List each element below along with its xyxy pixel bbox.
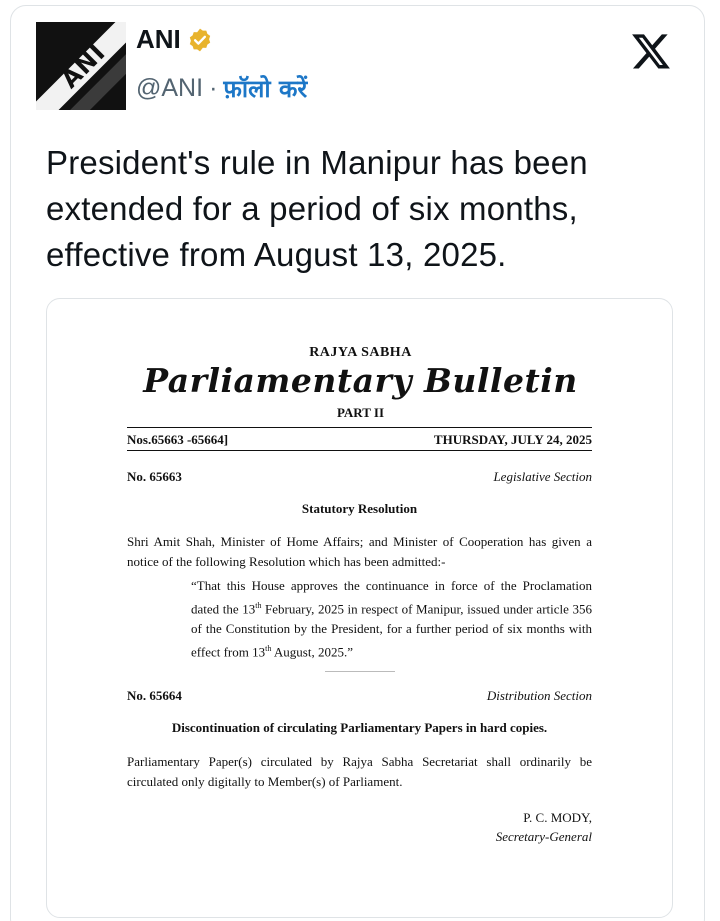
author-handle[interactable]: @ANI <box>136 74 204 102</box>
item2-heading: Discontinuation of circulating Parliamentary Papers in hard copies. <box>171 720 548 735</box>
item2-paragraph: Parliamentary Paper(s) circulated by Rajya Sabha Secretariat shall ordinarily be circulated only digitally to Member(s) of Parliament. <box>127 754 592 789</box>
item2-section: Distribution Section <box>486 688 592 703</box>
tweet-text: President's rule in Manipur has been extended for a period of six months, effective from August 13, 2025. <box>46 144 588 273</box>
bulletin-numbers: Nos.65663 -65664] <box>127 432 229 447</box>
attached-document-image[interactable] <box>46 298 673 918</box>
item1-number: No. 65663 <box>127 469 182 484</box>
item1-section: Legislative Section <box>493 469 592 484</box>
section-separator <box>325 671 395 672</box>
bulletin-part: PART II <box>336 405 385 420</box>
x-logo-icon[interactable] <box>630 30 672 72</box>
item1-heading: Statutory Resolution <box>301 501 418 516</box>
separator-dot: · <box>209 74 218 102</box>
item1-paragraph: Shri Amit Shah, Minister of Home Affairs; and Minister of Cooperation has given a notice of the following Resolution which has been admitted:- <box>127 534 592 569</box>
author-name-row <box>136 24 213 55</box>
bulletin-date: THURSDAY, JULY 24, 2025 <box>433 432 592 447</box>
verified-badge-icon <box>187 27 213 53</box>
follow-button[interactable]: फ़ॉलो करें <box>223 75 308 103</box>
signatory-name: P. C. MODY, <box>523 810 592 825</box>
divider-bottom <box>127 450 592 451</box>
author-handle-row <box>136 72 307 105</box>
bulletin-title: Parliamentary Bulletin <box>143 361 578 400</box>
divider-top <box>127 427 592 428</box>
bulletin-house: RAJYA SABHA <box>309 345 412 360</box>
avatar[interactable] <box>36 22 126 110</box>
signatory-title: Secretary-General <box>495 829 592 844</box>
ani-logo: ANI <box>55 38 112 94</box>
item1-resolution-quote: “That this House approves the continuance in force of the Proclamation dated the 13th February, 2025 in respect of Manipur, issued under article 356 of the Constitution by the President, for a further period of six months with effect from 13th August, 2025.” <box>191 578 592 660</box>
item2-number: No. 65664 <box>127 688 182 703</box>
author-name[interactable]: ANI <box>136 24 181 54</box>
